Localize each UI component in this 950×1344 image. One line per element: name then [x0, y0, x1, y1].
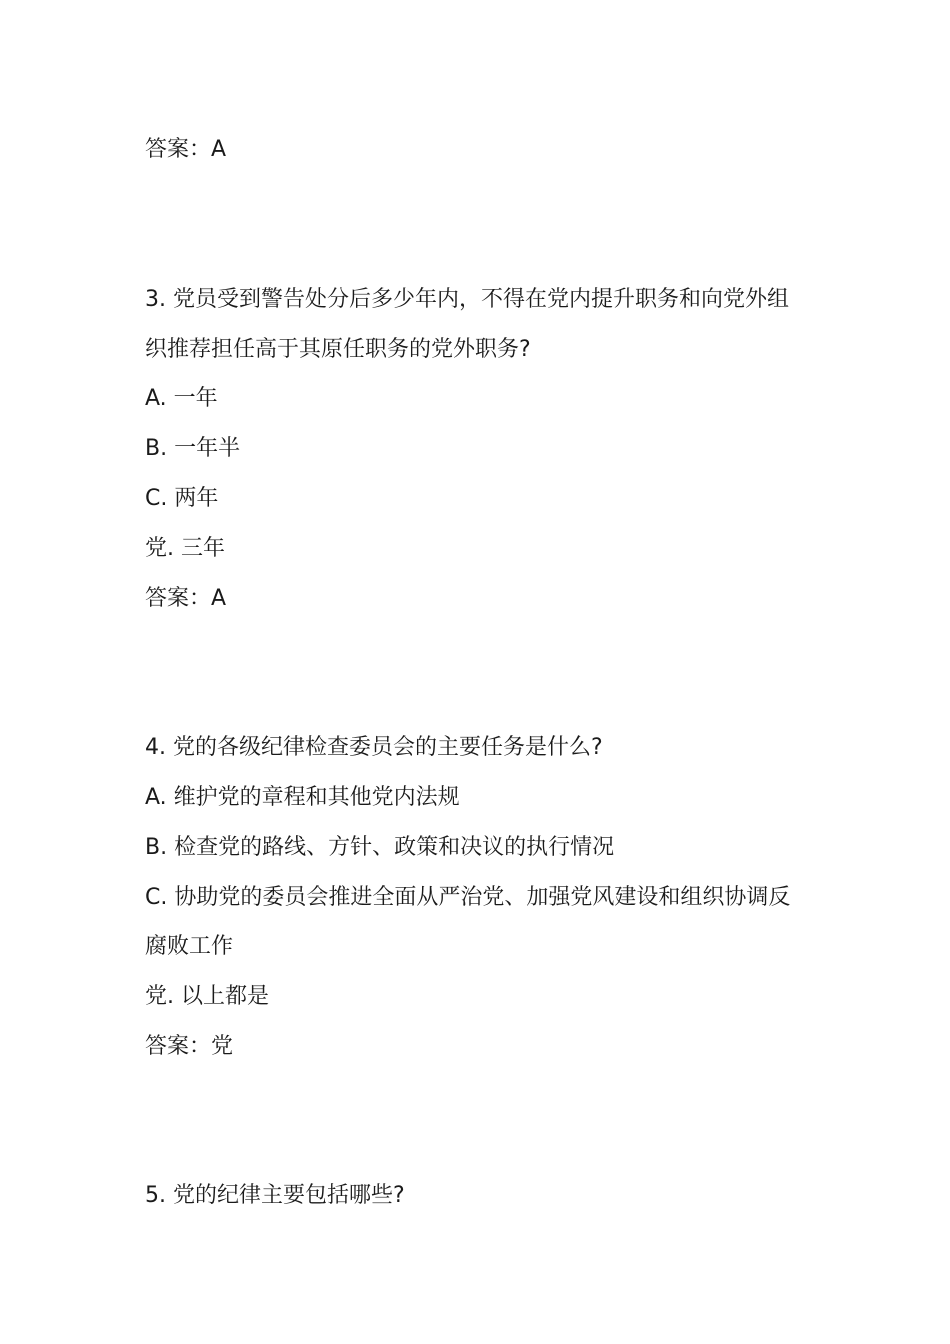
q4-question: 4. 党的各级纪律检查委员会的主要任务是什么?: [145, 735, 603, 760]
q4-option-d: 党. 以上都是: [145, 984, 269, 1009]
q5-question: 5. 党的纪律主要包括哪些?: [145, 1183, 405, 1208]
q4-option-b: B. 检查党的路线、方针、政策和决议的执行情况: [145, 835, 615, 860]
q3-option-d: 党. 三年: [145, 536, 225, 561]
q3-option-c: C. 两年: [145, 486, 219, 511]
q4-answer: 答案：党: [145, 1034, 234, 1059]
q3-question-line2: 织推荐担任高于其原任职务的党外职务?: [145, 337, 531, 362]
q3-question-line1: 3. 党员受到警告处分后多少年内，不得在党内提升职务和向党外组: [145, 287, 789, 312]
q4-option-a: A. 维护党的章程和其他党内法规: [145, 785, 460, 810]
q4-option-c-line2: 腐败工作: [145, 934, 234, 959]
q3-answer: 答案：A: [145, 586, 227, 611]
q3-option-b: B. 一年半: [145, 436, 241, 461]
q2-answer: 答案：A: [145, 137, 227, 162]
q4-option-c-line1: C. 协助党的委员会推进全面从严治党、加强党风建设和组织协调反: [145, 885, 791, 910]
q3-option-a: A. 一年: [145, 386, 218, 411]
